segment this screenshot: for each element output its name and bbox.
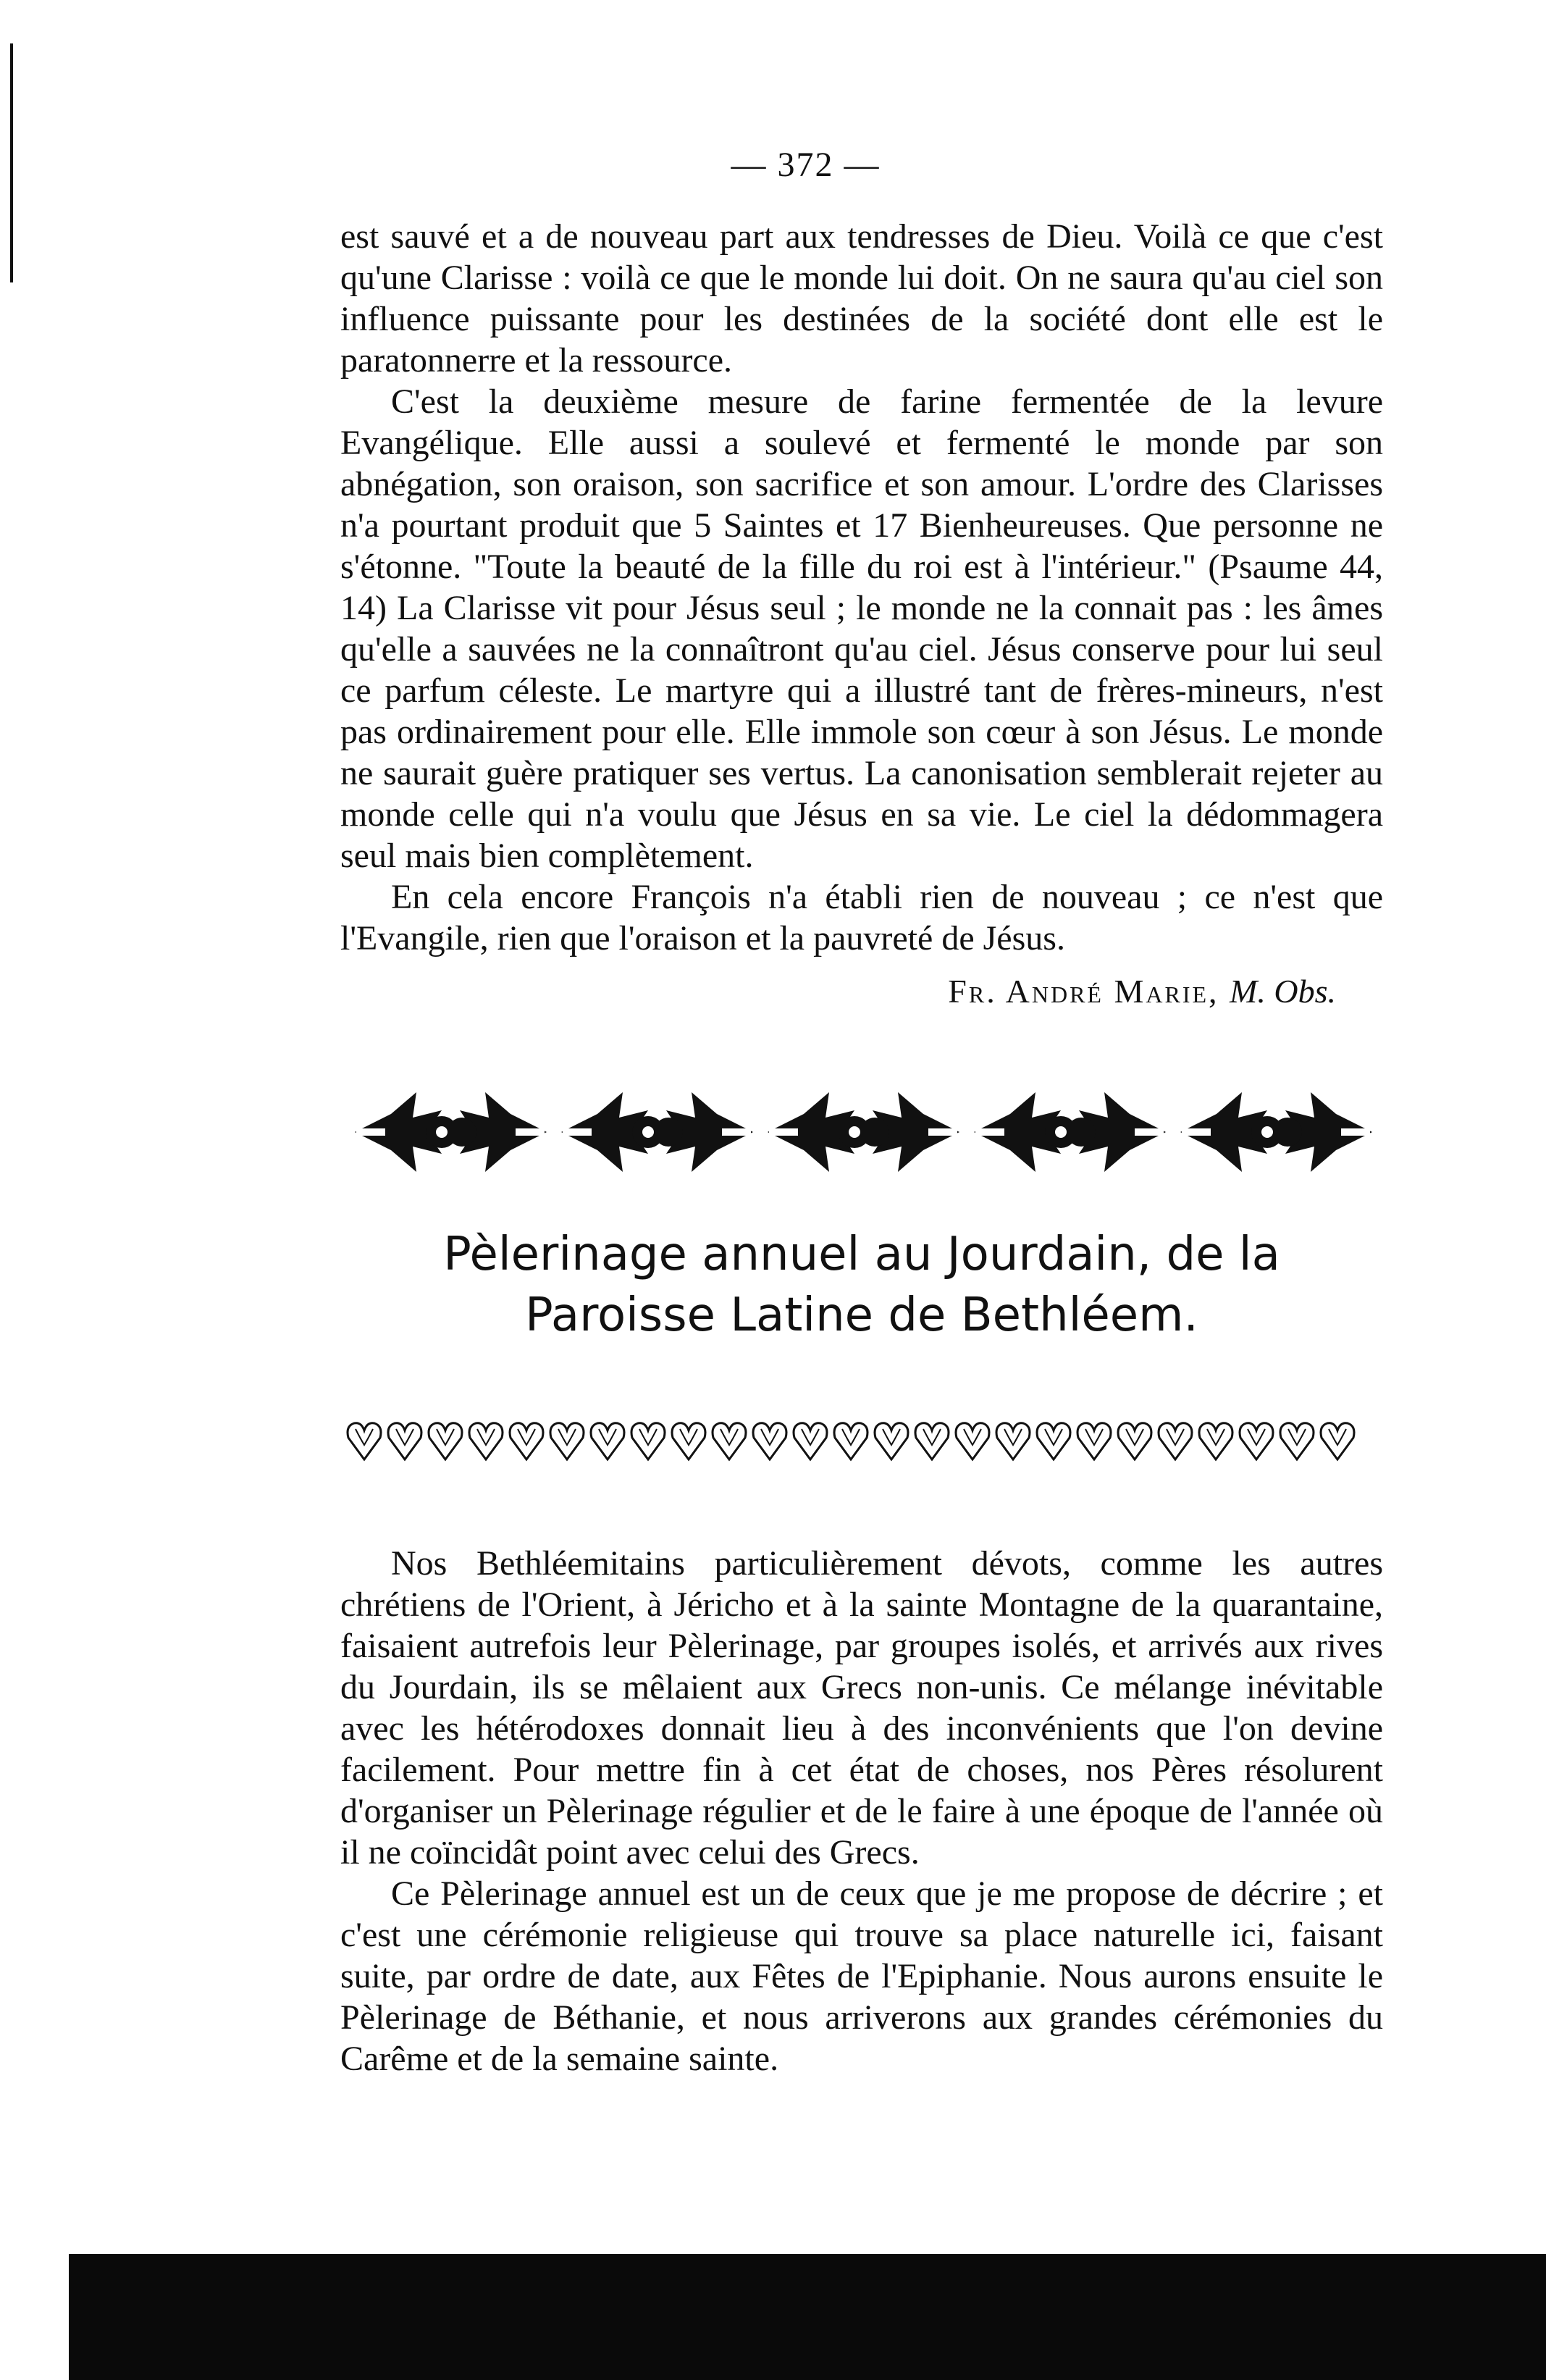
article-title-line-2: Paroisse Latine de Bethléem. [525,1289,1198,1342]
heart-ornament-band [344,1416,1383,1467]
article-body [340,1543,1383,2079]
author-signature [948,972,1336,1010]
closing-text-block [340,216,1383,959]
fleuron-ornament-icon [348,1085,1376,1179]
heart-ornament-icon [344,1416,1383,1467]
scan-edge-bar [69,2254,1546,2380]
page-number: — 372 — [731,146,881,184]
paragraph: est sauvé et a de nouveau part aux tendresses de Dieu. Voilà ce que c'est qu'une Clarisse : voilà ce que le monde lui doit. On ne saura qu'au ciel son influence puissante pour les destinées de la société dont elle est le paratonnerre et la ressource. [340,217,1383,380]
paragraph: En cela encore François n'a établi rien de nouveau ; ce n'est que l'Evangile, rien que l'oraison et la pauvreté de Jésus. [340,878,1383,958]
paragraph: Ce Pèlerinage annuel est un de ceux que je me propose de décrire ; et c'est une cérémonie religieuse qui trouve sa place naturelle ici, faisant suite, par ordre de date, aux Fêtes de l'Epiphanie. Nous aurons ensuite le Pèlerinage de Béthanie, et nous arriverons aux grandes cérémonies du Carême et de la semaine sainte. [340,1874,1383,2078]
fleuron-ornament-band [348,1085,1376,1179]
paragraph: C'est la deuxième mesure de farine fermentée de la levure Evangélique. Elle aussi a soulevé et fermenté le monde par son abnégation, son oraison, son sacrifice et son amour. L'ordre des Clarisses n'a pourtant produit que 5 Saintes et 17 Bienheureuses. Que personne ne s'étonne. "Toute la beauté de la fille du roi est à l'intérieur." (Psaume 44, 14) La Clarisse vit pour Jésus seul ; le monde ne la connait pas : les âmes qu'elle a sauvées ne la connaîtront qu'au ciel. Jésus conserve pour lui seul ce parfum céleste. Le martyre qui a illustré tant de frères-mineurs, n'est pas ordinairement pour elle. Elle immole son cœur à son Jésus. Le monde ne saurait guère pratiquer ses vertus. La canonisation semblerait rejeter au monde celle qui n'a voulu que Jésus en sa vie. Le ciel la dédommagera seul mais bien complètement. [340,382,1383,875]
signature-order: M. Obs. [1230,973,1336,1010]
article-title [340,1224,1383,1346]
signature-name: Fr. André Marie, [948,973,1219,1010]
paragraph: Nos Bethléemitains particulièrement dévots, comme les autres chrétiens de l'Orient, à Jéricho et à la sainte Montagne de la quarantaine, faisaient autrefois leur Pèlerinage, par groupes isolés, et arrivés aux rives du Jourdain, ils se mêlaient aux Grecs non-unis. Ce mélange inévitable avec les hétérodoxes donnait lieu à des inconvénients que l'on devine facilement. Pour mettre fin à cet état de choses, nos Pères résolurent d'organiser un Pèlerinage régulier et de le faire à une époque de l'année où il ne coïncidât point avec celui des Grecs. [340,1544,1383,1872]
article-title-line-1: Pèlerinage annuel au Jourdain, de la [443,1228,1280,1281]
